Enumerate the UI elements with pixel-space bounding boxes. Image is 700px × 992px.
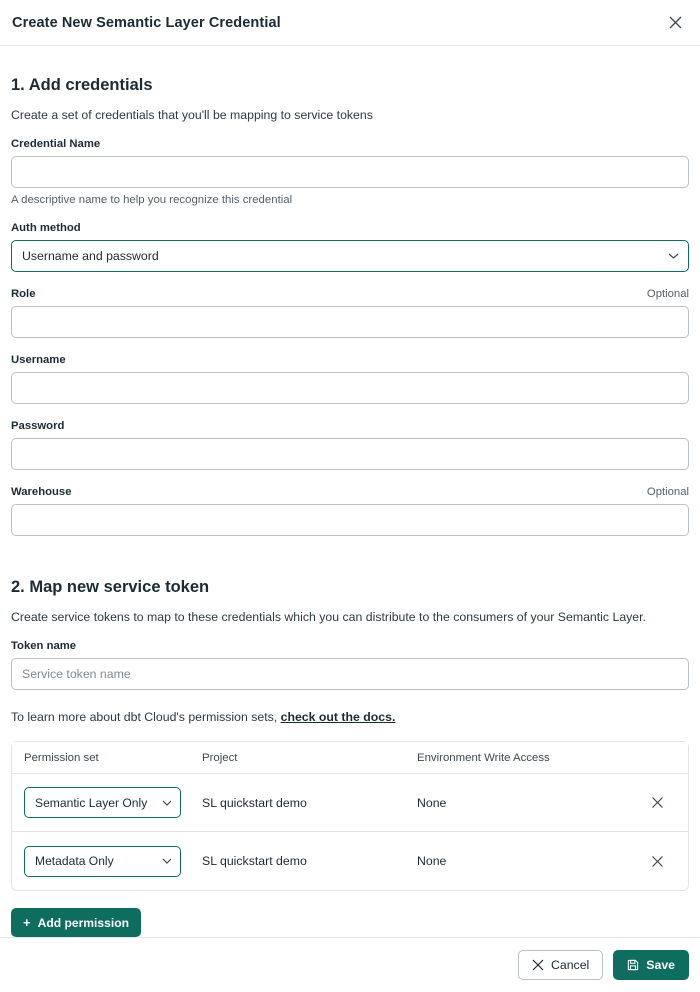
plus-icon: +	[23, 915, 31, 930]
close-icon	[669, 16, 682, 29]
credential-name-field-group	[11, 138, 689, 206]
section-1-description: Create a set of credentials that you'll be mapping to service tokens	[11, 108, 373, 122]
modal-footer	[0, 937, 700, 992]
floppy-disk-icon	[627, 959, 639, 971]
chevron-down-icon	[162, 800, 172, 806]
username-field-group	[11, 354, 689, 404]
password-field-group	[11, 420, 689, 470]
project-value-0: SL quickstart demo	[202, 795, 307, 810]
remove-permission-button-0[interactable]	[644, 790, 670, 816]
permission-set-value-1: Metadata Only	[35, 854, 114, 868]
close-icon	[651, 855, 664, 868]
column-header-permission-set: Permission set	[24, 751, 99, 764]
page-title: Create New Semantic Layer Credential	[12, 14, 281, 31]
close-icon	[532, 959, 544, 971]
close-icon	[651, 796, 664, 809]
role-label: Role	[11, 288, 36, 300]
warehouse-field-group	[11, 486, 689, 536]
token-name-input[interactable]	[11, 658, 689, 690]
username-input[interactable]	[11, 372, 689, 404]
warehouse-input[interactable]	[11, 504, 689, 536]
environment-write-access-value-0: None	[417, 795, 447, 810]
credential-name-label: Credential Name	[11, 138, 101, 150]
modal-header	[0, 0, 700, 46]
permission-set-select-1[interactable]	[24, 846, 181, 877]
role-field-group	[11, 288, 689, 338]
docs-hint	[11, 710, 689, 724]
auth-method-value: Username and password	[22, 249, 159, 263]
auth-method-select[interactable]	[11, 240, 689, 272]
column-header-project: Project	[202, 751, 238, 764]
table-row	[12, 832, 688, 890]
cancel-label: Cancel	[551, 958, 590, 972]
section-1-title: 1. Add credentials	[11, 76, 153, 94]
environment-write-access-value-1: None	[417, 854, 447, 868]
password-input[interactable]	[11, 438, 689, 470]
password-label: Password	[11, 420, 65, 432]
permissions-table-header	[12, 742, 688, 774]
add-permission-button[interactable]	[11, 908, 141, 937]
username-label: Username	[11, 354, 66, 366]
warehouse-label: Warehouse	[11, 486, 72, 498]
remove-permission-button-1[interactable]	[644, 848, 670, 874]
permissions-table	[11, 741, 689, 891]
save-button[interactable]	[613, 950, 689, 980]
section-2-description: Create service tokens to map to these credentials which you can distribute to the consumers of your Semantic Layer.	[11, 610, 646, 624]
project-value-1: SL quickstart demo	[202, 854, 307, 868]
add-permission-label: Add permission	[37, 915, 129, 930]
table-row	[12, 774, 688, 832]
credential-name-helper: A descriptive name to help you recognize this credential	[11, 194, 293, 206]
credential-name-input[interactable]	[11, 156, 689, 188]
role-input[interactable]	[11, 306, 689, 338]
role-optional-label: Optional	[646, 288, 689, 300]
auth-method-field-group	[11, 222, 689, 272]
token-name-field-group	[11, 640, 689, 690]
permission-set-value-0: Semantic Layer Only	[35, 795, 148, 810]
close-modal-button[interactable]	[664, 12, 686, 34]
chevron-down-icon	[162, 858, 172, 864]
docs-hint-text: To learn more about dbt Cloud's permission sets,	[11, 710, 281, 724]
section-2-title: 2. Map new service token	[11, 578, 210, 596]
token-name-label: Token name	[11, 640, 77, 652]
column-header-environment-write-access: Environment Write Access	[417, 751, 550, 764]
auth-method-label: Auth method	[11, 222, 81, 234]
cancel-button[interactable]	[518, 950, 603, 980]
warehouse-optional-label: Optional	[646, 486, 689, 498]
save-label: Save	[646, 958, 675, 972]
modal-body	[0, 46, 700, 937]
docs-link[interactable]: check out the docs.	[280, 710, 396, 724]
permission-set-select-0[interactable]	[24, 787, 181, 818]
